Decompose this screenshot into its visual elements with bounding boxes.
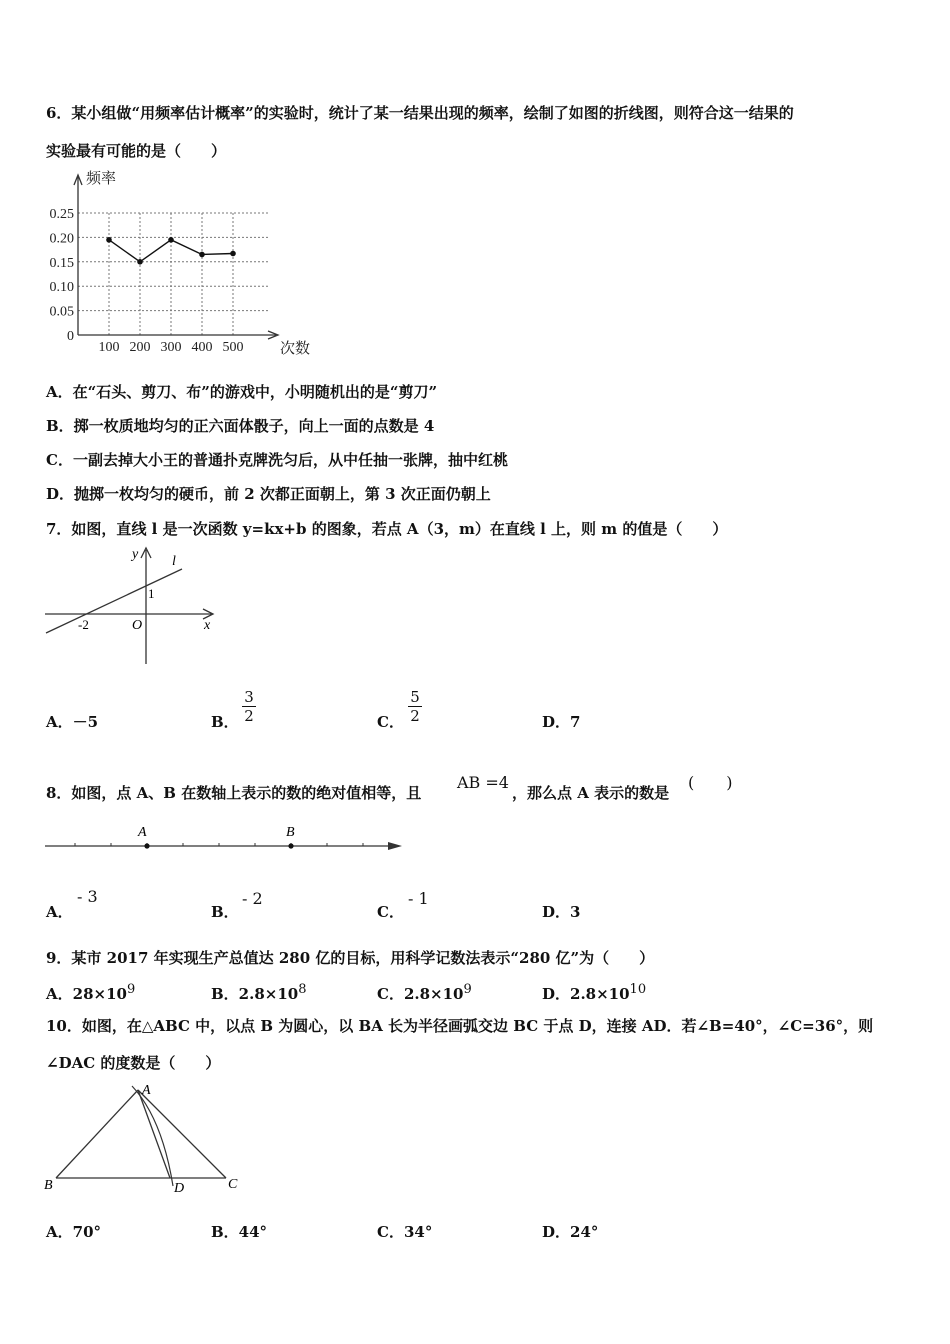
data-point: [106, 237, 112, 243]
q10-option-a[interactable]: A．70°: [46, 1223, 102, 1241]
x-tick-label: 400: [191, 340, 213, 355]
data-point: [230, 251, 236, 257]
q9-option-a-base: A．28×10: [46, 985, 127, 1003]
q8-point-a: [144, 843, 149, 848]
y-tick-label: 0.25: [49, 207, 74, 222]
q8-number-line: [40, 820, 410, 860]
q6-stem-line2: 实验最有可能的是（ ）: [46, 142, 227, 160]
q10-option-b[interactable]: B．44°: [211, 1223, 268, 1241]
q10-triangle-figure: [40, 1078, 250, 1203]
y-tick-label: 0: [67, 329, 74, 344]
q8-option-c-value[interactable]: - 1: [408, 889, 429, 908]
y-tick-label: 0.20: [49, 231, 74, 247]
q9-option-b[interactable]: [211, 982, 307, 1004]
q8-stem-part2: ，那么点 A 表示的数是: [512, 784, 670, 802]
q9-option-d-exponent: 10: [629, 982, 647, 997]
x-tick-label: 200: [129, 340, 151, 355]
q9-option-b-base: B．2.8×10: [211, 985, 299, 1003]
q7-option-b-denominator: 2: [244, 707, 254, 725]
y-tick-label: 0.05: [49, 304, 74, 320]
q10-label-a: A: [142, 1083, 151, 1098]
q8-answer-paren: ( ): [688, 773, 733, 792]
q6-option-a[interactable]: A．在“石头、剪刀、布”的游戏中，小明随机出的是“剪刀”: [46, 383, 438, 401]
q8-label-b: B: [286, 825, 295, 840]
q8-option-b-label[interactable]: B．: [211, 903, 239, 921]
q6-option-d[interactable]: D．抛掷一枚均匀的硬币，前 2 次都正面朝上，第 3 次正面仍朝上: [46, 485, 491, 503]
q7-option-d[interactable]: D．7: [542, 713, 581, 731]
q9-option-d-base: D．2.8×10: [542, 985, 630, 1003]
q8-option-a-value[interactable]: - 3: [77, 887, 98, 906]
q7-y-label: y: [132, 547, 139, 562]
x-tick-label: 500: [222, 340, 244, 355]
y-tick-label: 0.10: [49, 280, 74, 296]
x-tick-label: 100: [98, 340, 120, 355]
q8-point-b: [288, 843, 293, 848]
q10-option-c[interactable]: C．34°: [377, 1223, 433, 1241]
q9-stem: 9．某市 2017 年实现生产总值达 280 亿的目标，用科学记数法表示“280 亿”为（ ）: [46, 949, 655, 967]
q10-stem-line1: 10．如图，在△ABC 中，以点 B 为圆心，以 BA 长为半径画弧交边 BC 于点 D，连接 AD．若∠B=40°，∠C=36°，则: [46, 1017, 874, 1035]
q8-axis-arrow: [388, 842, 402, 850]
q8-option-a-label[interactable]: A．: [46, 903, 73, 921]
q8-option-b-value[interactable]: - 2: [242, 889, 263, 908]
q10-segment-ad: [138, 1090, 170, 1178]
q9-option-b-exponent: 8: [298, 982, 307, 997]
q7-neg2-label: -2: [78, 617, 89, 632]
q8-option-c-label[interactable]: C．: [377, 903, 404, 921]
q9-option-a-exponent: 9: [126, 982, 136, 997]
x-axis-title: 次数: [280, 341, 310, 357]
q10-label-d: D: [174, 1181, 185, 1196]
q7-x-label: x: [204, 618, 211, 633]
q7-option-b-fraction[interactable]: [242, 688, 256, 725]
q7-option-b-label[interactable]: B．: [211, 713, 239, 731]
q7-option-b-numerator: 3: [242, 688, 256, 707]
q7-option-c-numerator: 5: [408, 688, 422, 707]
q6-line-chart: [40, 165, 310, 360]
data-point: [168, 237, 174, 243]
q6-stem-line1: 6．某小组做“用频率估计概率”的实验时，统计了某一结果出现的频率，绘制了如图的折线图，则符合这一结果的: [46, 104, 794, 122]
q6-option-c[interactable]: C．一副去掉大小王的普通扑克牌洗匀后，从中任抽一张牌，抽中红桃: [46, 451, 508, 469]
q8-formula: AB =4: [457, 773, 509, 792]
data-point: [199, 252, 205, 258]
q10-label-b: B: [44, 1178, 53, 1193]
q9-option-c-base: C．2.8×10: [377, 985, 464, 1003]
q10-option-d[interactable]: D．24°: [542, 1223, 599, 1241]
q8-stem-part1: 8．如图，点 A、B 在数轴上表示的数的绝对值相等，且: [46, 784, 422, 802]
q7-option-c-label[interactable]: C．: [377, 713, 404, 731]
y-axis-title: 频率: [86, 171, 117, 187]
q10-stem-line2: ∠DAC 的度数是（ ）: [46, 1054, 221, 1072]
q7-l-label: l: [172, 554, 176, 569]
q7-option-a[interactable]: A．－5: [46, 713, 99, 731]
x-tick-label: 300: [160, 340, 182, 355]
q10-side-ab: [56, 1090, 138, 1178]
q7-stem: 7．如图，直线 l 是一次函数 y=kx+b 的图象，若点 A（3，m）在直线 l 上，则 m 的值是（ ）: [46, 520, 728, 538]
q10-side-ac: [138, 1090, 226, 1178]
q7-one-label: 1: [148, 586, 155, 601]
q7-origin-label: O: [132, 618, 143, 633]
q10-label-c: C: [228, 1177, 238, 1192]
q7-option-c-fraction[interactable]: [408, 688, 422, 725]
q6-option-b[interactable]: B．掷一枚质地均匀的正六面体骰子，向上一面的点数是 4: [46, 417, 435, 435]
q9-option-c[interactable]: [377, 982, 472, 1004]
q9-option-a[interactable]: [46, 982, 135, 1004]
q7-line-l: [46, 569, 182, 633]
q8-option-d[interactable]: D．3: [542, 903, 581, 921]
q9-option-d[interactable]: [542, 982, 646, 1004]
q9-option-c-exponent: 9: [463, 982, 472, 997]
data-point: [137, 259, 143, 265]
q7-option-c-denominator: 2: [410, 707, 420, 725]
y-tick-label: 0.15: [49, 255, 74, 271]
q7-line-graph: [40, 540, 230, 670]
q8-label-a: A: [138, 825, 147, 840]
